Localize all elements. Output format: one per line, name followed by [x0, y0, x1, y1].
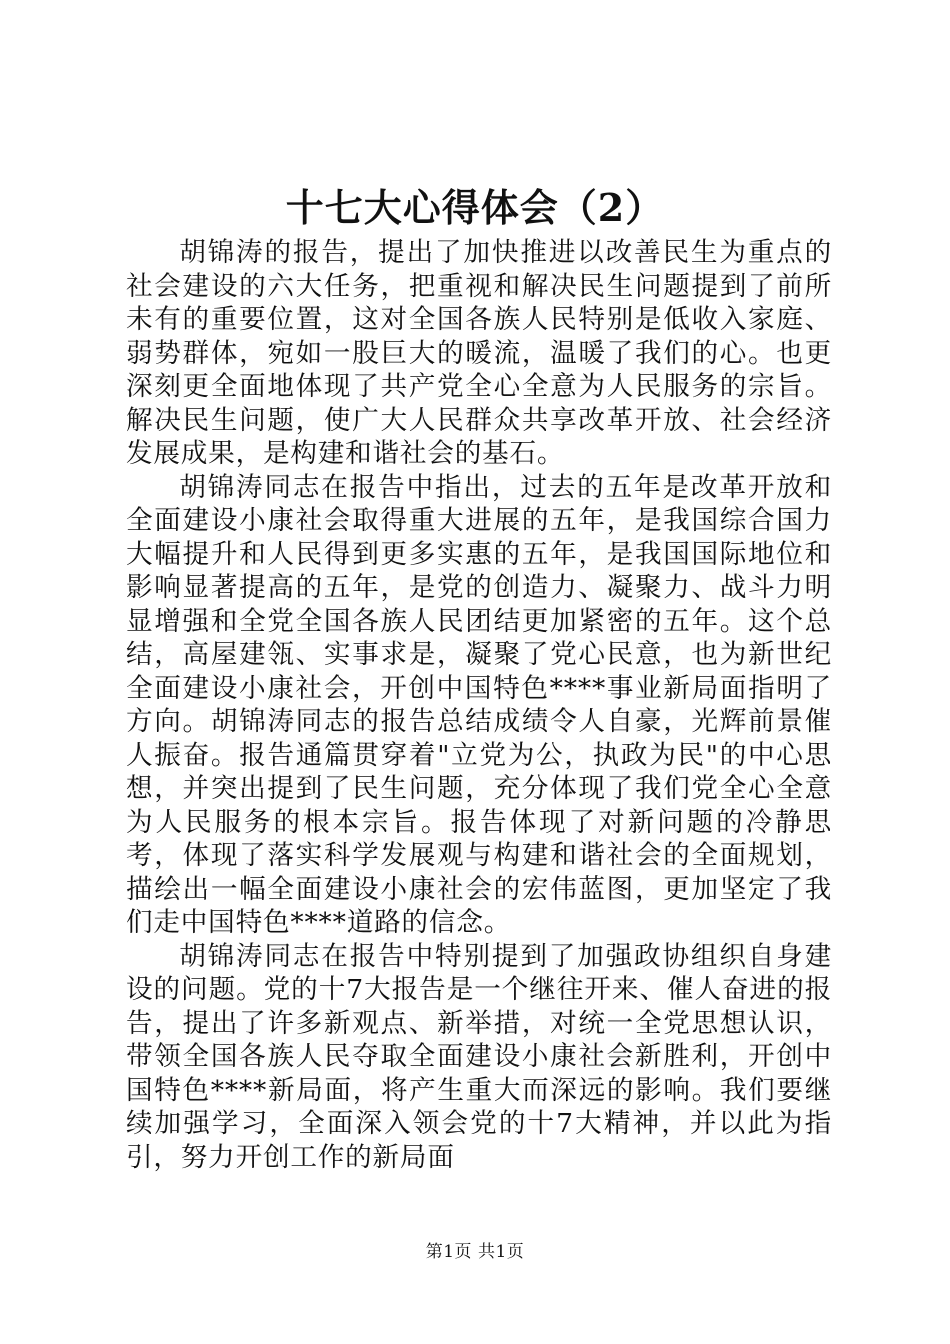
- paragraph: 胡锦涛的报告，提出了加快推进以改善民生为重点的社会建设的六大任务，把重视和解决民生问题提到了前所未有的重要位置，这对全国各族人民特别是低收入家庭、弱势群体，宛如一股巨大的暖流，温暖了我们的心。也更深刻更全面地体现了共产党全心全意为人民服务的宗旨。解决民生问题，使广大人民群众共享改革开放、社会经济发展成果，是构建和谐社会的基石。: [126, 237, 832, 469]
- document-body: [126, 236, 832, 1174]
- paragraph: 胡锦涛同志在报告中指出，过去的五年是改革开放和全面建设小康社会取得重大进展的五年，是我国综合国力大幅提升和人民得到更多实惠的五年，是我国国际地位和影响显著提高的五年，是党的创造力、凝聚力、战斗力明显增强和全党全国各族人民团结更加紧密的五年。这个总结，高屋建瓴、实事求是，凝聚了党心民意，也为新世纪全面建设小康社会，开创中国特色****事业新局面指明了方向。胡锦涛同志的报告总结成绩令人自豪，光辉前景催人振奋。报告通篇贯穿着"立党为公，执政为民"的中心思想，并突出提到了民生问题，充分体现了我们党全心全意为人民服务的根本宗旨。报告体现了对新问题的冷静思考，体现了落实科学发展观与构建和谐社会的全面规划，描绘出一幅全面建设小康社会的宏伟蓝图，更加坚定了我们走中国特色****道路的信念。: [126, 471, 832, 938]
- document-title: 十七大心得体会（2）: [285, 185, 665, 230]
- paragraph: 胡锦涛同志在报告中特别提到了加强政协组织自身建设的问题。党的十7大报告是一个继往开来、催人奋进的报告，提出了许多新观点、新举措，对统一全党思想认识，带领全国各族人民夺取全面建设小康社会新胜利，开创中国特色****新局面，将产生重大而深远的影响。我们要继续加强学习，全面深入领会党的十7大精神，并以此为指引，努力开创工作的新局面: [126, 940, 832, 1173]
- page-footer: 第1页 共1页: [425, 1242, 525, 1262]
